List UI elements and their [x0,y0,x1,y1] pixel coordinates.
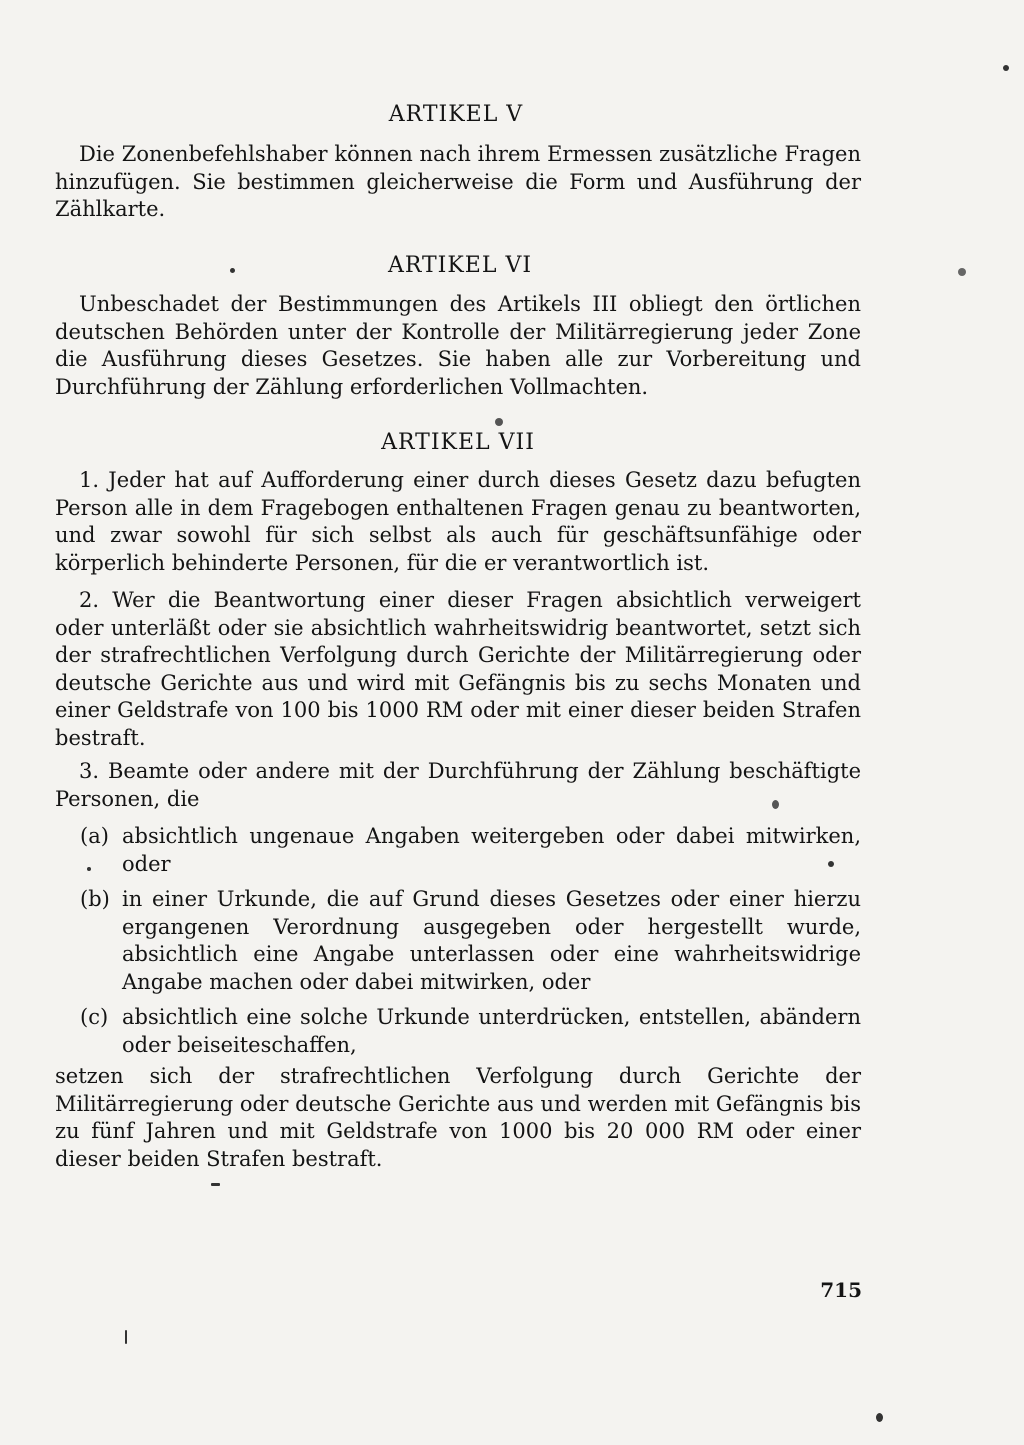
scan-speck [87,867,91,871]
scan-speck [876,1413,883,1422]
list-item-text: absichtlich eine solche Urkunde unterdrücken, entstellen, abändern oder beiseiteschaffen, [122,1005,861,1057]
list-item-text: absichtlich ungenaue Angaben weitergeben oder dabei mitwirken, oder [122,824,861,876]
artikel-vi-paragraph: Unbeschadet der Bestimmungen des Artikels III obliegt den örtlichen deutschen Behörden unter der Kontrolle der Militärregierung jeder Zone die Ausführung dieses Gesetzes. Sie haben alle zur Vorbereitung und Durchführung der Zählung erforderlichen Vollmachten. [55,292,861,399]
scan-speck [495,418,503,426]
scan-speck [230,268,235,273]
list-item-a [80,823,861,878]
artikel-vii-closing-block [55,1063,861,1173]
scan-speck [125,1330,127,1344]
list-item-label: (a) [80,824,109,848]
scan-speck [958,268,966,276]
artikel-vii-heading: ARTIKEL VII [381,430,535,455]
artikel-vii-para-2-block [55,587,861,752]
artikel-vi-text-block [55,291,861,401]
artikel-vi-heading: ARTIKEL VI [387,253,533,278]
artikel-vii-para-2: 2. Wer die Beantwortung einer dieser Fragen absichtlich verweigert oder unterläßt oder sie absichtlich wahrheitswidrig beantwortet, setzt sich der strafrechtlichen Verfolgung durch Gerichte der Militärregierung oder deutsche Gerichte aus und wird mit Gefängnis bis zu sechs Monaten und einer Geldstrafe von 100 bis 1000 RM oder mit einer dieser beiden Strafen bestraft. [55,588,861,750]
artikel-vii-closing: setzen sich der strafrechtlichen Verfolgung durch Gerichte der Militärregierung oder deutsche Gerichte aus und werden mit Gefängnis bis zu fünf Jahren und mit Geldstrafe von 1000 bis 20 000 RM oder einer dieser beiden Strafen bestraft. [55,1064,861,1171]
list-item-label: (b) [80,887,110,911]
artikel-v-text-block [55,141,861,224]
list-item-c [80,1004,861,1059]
list-item-label: (c) [80,1005,109,1029]
list-item-b [80,886,861,996]
artikel-v-paragraph: Die Zonenbefehlshaber können nach ihrem Ermessen zusätzliche Fragen hinzufügen. Sie bestimmen gleicherweise die Form und Ausführung der Zählkarte. [55,142,861,221]
page-number: 715 [820,1278,862,1302]
artikel-vii-para-1: 1. Jeder hat auf Aufforderung einer durch dieses Gesetz dazu befugten Person alle in dem Fragebogen enthaltenen Fragen genau zu beantworten, und zwar sowohl für sich selbst als auch für geschäftsunfähige oder körperlich behinderte Personen, für die er verantwortlich ist. [55,468,861,575]
scan-speck [1003,65,1009,71]
artikel-vii-para-3-block [55,758,861,813]
artikel-v-heading: ARTIKEL V [388,102,524,127]
scan-speck [828,861,834,867]
artikel-vii-para-3: 3. Beamte oder andere mit der Durchführung der Zählung beschäftigte Personen, die [55,759,861,811]
artikel-vii-para-1-block [55,467,861,577]
scan-speck [772,800,779,809]
scan-speck [211,1183,220,1186]
list-item-text: in einer Urkunde, die auf Grund dieses Gesetzes oder einer hierzu ergangenen Verordnung ausgegeben oder hergestellt wurde, absichtlich eine Angabe unterlassen oder eine wahrheitswidrige Angabe machen oder dabei mitwirken, oder [122,887,861,994]
